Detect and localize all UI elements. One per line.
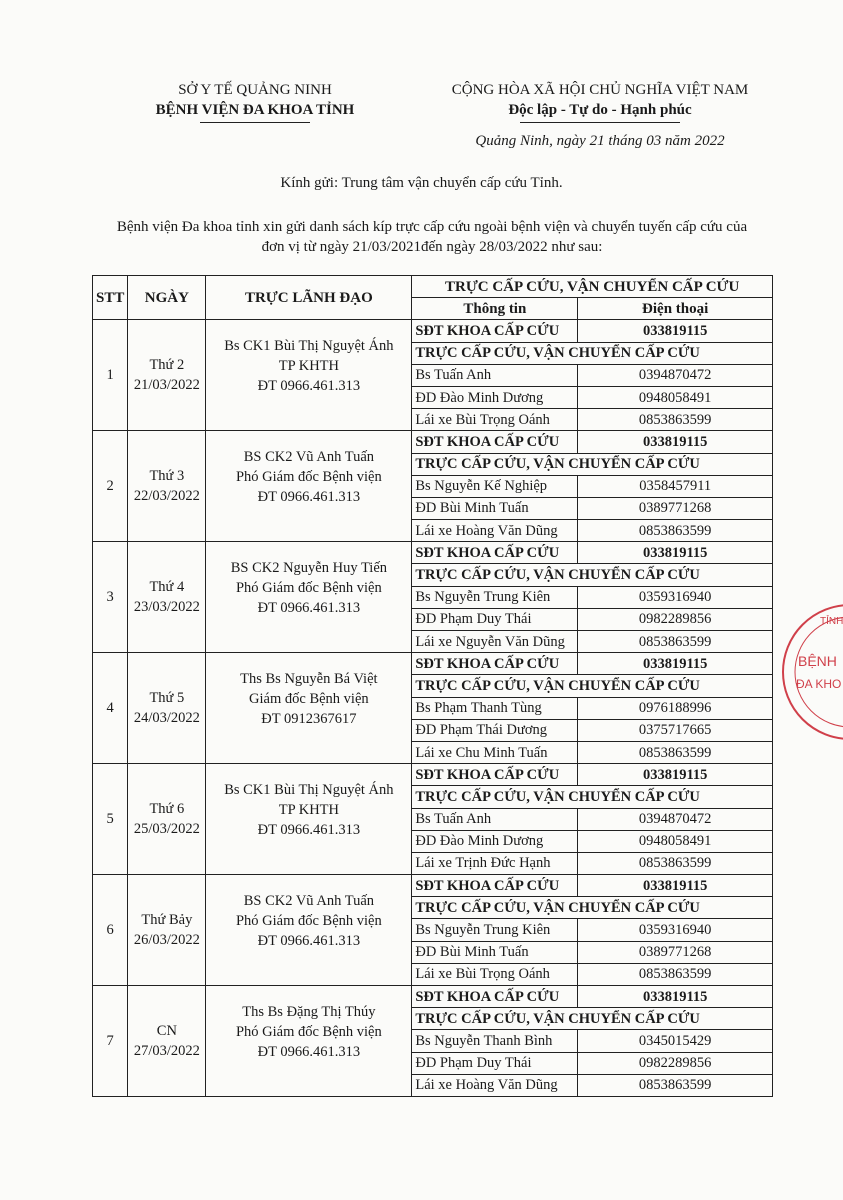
staff-phone: 0853863599 — [578, 409, 773, 431]
leader-line: Phó Giám đốc Bệnh viện — [235, 913, 382, 930]
table-row — [93, 653, 773, 675]
intro-line: Bệnh viện Đa khoa tỉnh xin gửi danh sách kíp trực cấp cứu ngoài bệnh viện và chuyển tuyến cấp cứu của — [116, 219, 748, 235]
dept-label: SĐT KHOA CẤP CỨU — [412, 653, 578, 675]
national-title: CỘNG HÒA XÃ HỘI CHỦ NGHĨA VIỆT NAM — [451, 82, 749, 98]
section-label: TRỰC CẤP CỨU, VẬN CHUYỂN CẤP CỨU — [412, 342, 773, 364]
leader-cell — [206, 986, 412, 1097]
date: 21/03/2022 — [133, 377, 200, 394]
leader-cell — [206, 431, 412, 542]
leader-line: BS CK2 Nguyễn Huy Tiến — [230, 560, 388, 577]
table-row — [93, 875, 773, 897]
staff-phone: 0853863599 — [578, 852, 773, 874]
header-leader: TRỰC LÃNH ĐẠO — [206, 276, 412, 320]
leader-line: TP KHTH — [278, 802, 339, 819]
header-stt: STT — [93, 276, 128, 320]
staff-phone: 0853863599 — [578, 963, 773, 985]
date: 26/03/2022 — [133, 932, 200, 949]
leader-line: Phó Giám đốc Bệnh viện — [235, 469, 382, 486]
staff-phone: 0853863599 — [578, 1074, 773, 1096]
leader-line: Phó Giám đốc Bệnh viện — [235, 580, 382, 597]
weekday: Thứ 3 — [149, 468, 185, 485]
staff-phone: 0345015429 — [578, 1030, 773, 1052]
staff-phone: 0982289856 — [578, 608, 773, 630]
leader-cell — [206, 320, 412, 431]
leader-line: Phó Giám đốc Bệnh viện — [235, 1023, 382, 1040]
staff-name: Lái xe Trịnh Đức Hạnh — [412, 852, 578, 874]
leader-line: BS CK2 Vũ Anh Tuấn — [243, 893, 374, 910]
staff-name: Bs Phạm Thanh Tùng — [412, 697, 578, 719]
staff-phone: 0389771268 — [578, 941, 773, 963]
issuer-header — [110, 80, 400, 123]
intro-line: đơn vị từ ngày 21/03/2021đến ngày 28/03/2022 như sau: — [261, 239, 603, 255]
leader-line: ĐT 0966.461.313 — [257, 600, 361, 617]
staff-phone: 0359316940 — [578, 919, 773, 941]
row-date-cell — [128, 764, 206, 875]
hospital-name: BỆNH VIỆN ĐA KHOA TỈNH — [155, 102, 355, 118]
leader-line: Bs CK1 Bùi Thị Nguyệt Ánh — [224, 782, 394, 799]
leader-line: ĐT 0966.461.313 — [257, 933, 361, 950]
leader-line: TP KHTH — [278, 358, 339, 375]
dept-phone: 033819115 — [578, 431, 773, 453]
dept-phone: 033819115 — [578, 986, 773, 1008]
header-group: TRỰC CẤP CỨU, VẬN CHUYỂN CẤP CỨU — [412, 276, 773, 298]
dept-phone: 033819115 — [578, 764, 773, 786]
table-row — [93, 764, 773, 786]
national-motto: Độc lập - Tự do - Hạnh phúc — [508, 102, 692, 118]
row-number: 4 — [93, 653, 128, 764]
leader-cell — [206, 764, 412, 875]
row-date-cell — [128, 875, 206, 986]
row-date-cell — [128, 653, 206, 764]
leader-line: ĐT 0912367617 — [261, 711, 357, 728]
staff-name: Bs Tuấn Anh — [412, 364, 578, 386]
staff-phone: 0389771268 — [578, 497, 773, 519]
row-date-cell — [128, 542, 206, 653]
weekday: Thứ Bảy — [141, 912, 193, 929]
staff-name: Bs Nguyễn Kế Nghiệp — [412, 475, 578, 497]
weekday: CN — [156, 1022, 177, 1039]
divider — [200, 122, 310, 123]
section-label: TRỰC CẤP CỨU, VẬN CHUYỂN CẤP CỨU — [412, 1008, 773, 1030]
dept-label: SĐT KHOA CẤP CỨU — [412, 764, 578, 786]
staff-phone: 0359316940 — [578, 586, 773, 608]
weekday: Thứ 4 — [149, 579, 185, 596]
leader-line: ĐT 0966.461.313 — [257, 378, 361, 395]
staff-name: Lái xe Hoàng Văn Dũng — [412, 520, 578, 542]
dept-label: SĐT KHOA CẤP CỨU — [412, 542, 578, 564]
section-label: TRỰC CẤP CỨU, VẬN CHUYỂN CẤP CỨU — [412, 786, 773, 808]
dept-label: SĐT KHOA CẤP CỨU — [412, 875, 578, 897]
staff-phone: 0375717665 — [578, 719, 773, 741]
dept-phone: 033819115 — [578, 653, 773, 675]
leader-cell — [206, 542, 412, 653]
table-row — [93, 542, 773, 564]
leader-line: Ths Bs Đặng Thị Thúy — [242, 1003, 376, 1020]
row-number: 5 — [93, 764, 128, 875]
document-date: Quảng Ninh, ngày 21 tháng 03 năm 2022 — [475, 133, 725, 149]
row-number: 7 — [93, 986, 128, 1097]
staff-name: ĐD Phạm Duy Thái — [412, 1052, 578, 1074]
intro-paragraph — [92, 217, 772, 257]
date: 22/03/2022 — [133, 488, 200, 505]
staff-phone: 0976188996 — [578, 697, 773, 719]
staff-phone: 0982289856 — [578, 1052, 773, 1074]
staff-name: ĐD Bùi Minh Tuấn — [412, 497, 578, 519]
section-label: TRỰC CẤP CỨU, VẬN CHUYỂN CẤP CỨU — [412, 897, 773, 919]
leader-line: ĐT 0966.461.313 — [257, 489, 361, 506]
staff-name: Lái xe Chu Minh Tuấn — [412, 741, 578, 763]
row-number: 1 — [93, 320, 128, 431]
date: 24/03/2022 — [133, 710, 200, 727]
staff-phone: 0948058491 — [578, 386, 773, 408]
date: 23/03/2022 — [133, 599, 200, 616]
row-number: 2 — [93, 431, 128, 542]
staff-name: ĐD Phạm Duy Thái — [412, 608, 578, 630]
dept-label: SĐT KHOA CẤP CỨU — [412, 986, 578, 1008]
weekday: Thứ 2 — [149, 357, 185, 374]
table-row — [93, 431, 773, 453]
staff-phone: 0853863599 — [578, 741, 773, 763]
row-number: 3 — [93, 542, 128, 653]
staff-name: Lái xe Bùi Trọng Oánh — [412, 409, 578, 431]
dept-phone: 033819115 — [578, 875, 773, 897]
leader-line: ĐT 0966.461.313 — [257, 822, 361, 839]
staff-phone: 0394870472 — [578, 364, 773, 386]
header-date: NGÀY — [128, 276, 206, 320]
staff-phone: 0948058491 — [578, 830, 773, 852]
leader-line: Bs CK1 Bùi Thị Nguyệt Ánh — [224, 338, 394, 355]
staff-name: ĐD Đào Minh Dương — [412, 386, 578, 408]
stamp-text: TỈNH — [820, 616, 843, 627]
staff-phone: 0394870472 — [578, 808, 773, 830]
dept-label: SĐT KHOA CẤP CỨU — [412, 431, 578, 453]
section-label: TRỰC CẤP CỨU, VẬN CHUYỂN CẤP CỨU — [412, 453, 773, 475]
row-date-cell — [128, 431, 206, 542]
department-name: SỞ Y TẾ QUẢNG NINH — [178, 82, 332, 98]
recipient: Kính gửi: Trung tâm vận chuyển cấp cứu Tỉnh. — [280, 175, 563, 191]
staff-name: ĐD Đào Minh Dương — [412, 830, 578, 852]
staff-phone: 0853863599 — [578, 520, 773, 542]
leader-cell — [206, 875, 412, 986]
staff-name: Bs Tuấn Anh — [412, 808, 578, 830]
staff-name: Lái xe Nguyễn Văn Dũng — [412, 631, 578, 653]
leader-cell — [206, 653, 412, 764]
national-header — [420, 80, 780, 123]
official-stamp — [780, 602, 843, 742]
header-info: Thông tin — [412, 298, 578, 320]
stamp-inner-ring — [795, 617, 843, 727]
table-row — [93, 320, 773, 342]
leader-line: Giám đốc Bệnh viện — [249, 691, 369, 708]
staff-name: ĐD Bùi Minh Tuấn — [412, 941, 578, 963]
stamp-text: ĐA KHO — [796, 677, 842, 691]
table-row — [93, 986, 773, 1008]
staff-name: Bs Nguyễn Trung Kiên — [412, 586, 578, 608]
header-phone: Điện thoại — [578, 298, 773, 320]
leader-line: Ths Bs Nguyễn Bá Việt — [240, 671, 378, 688]
section-label: TRỰC CẤP CỨU, VẬN CHUYỂN CẤP CỨU — [412, 675, 773, 697]
divider — [520, 122, 680, 123]
duty-schedule-table — [92, 275, 773, 1097]
date: 27/03/2022 — [133, 1042, 200, 1059]
staff-name: Lái xe Bùi Trọng Oánh — [412, 963, 578, 985]
weekday: Thứ 6 — [149, 801, 185, 818]
dept-label: SĐT KHOA CẤP CỨU — [412, 320, 578, 342]
row-date-cell — [128, 986, 206, 1097]
staff-name: ĐD Phạm Thái Dương — [412, 719, 578, 741]
staff-phone: 0853863599 — [578, 631, 773, 653]
table-body — [93, 320, 773, 1097]
staff-name: Lái xe Hoàng Văn Dũng — [412, 1074, 578, 1096]
row-date-cell — [128, 320, 206, 431]
leader-line: ĐT 0966.461.313 — [257, 1043, 361, 1060]
date: 25/03/2022 — [133, 821, 200, 838]
staff-name: Bs Nguyễn Trung Kiên — [412, 919, 578, 941]
dept-phone: 033819115 — [578, 542, 773, 564]
staff-phone: 0358457911 — [578, 475, 773, 497]
section-label: TRỰC CẤP CỨU, VẬN CHUYỂN CẤP CỨU — [412, 564, 773, 586]
row-number: 6 — [93, 875, 128, 986]
dept-phone: 033819115 — [578, 320, 773, 342]
weekday: Thứ 5 — [149, 690, 185, 707]
leader-line: BS CK2 Vũ Anh Tuấn — [243, 449, 374, 466]
stamp-text: BỆNH — [798, 653, 837, 669]
staff-name: Bs Nguyễn Thanh Bình — [412, 1030, 578, 1052]
